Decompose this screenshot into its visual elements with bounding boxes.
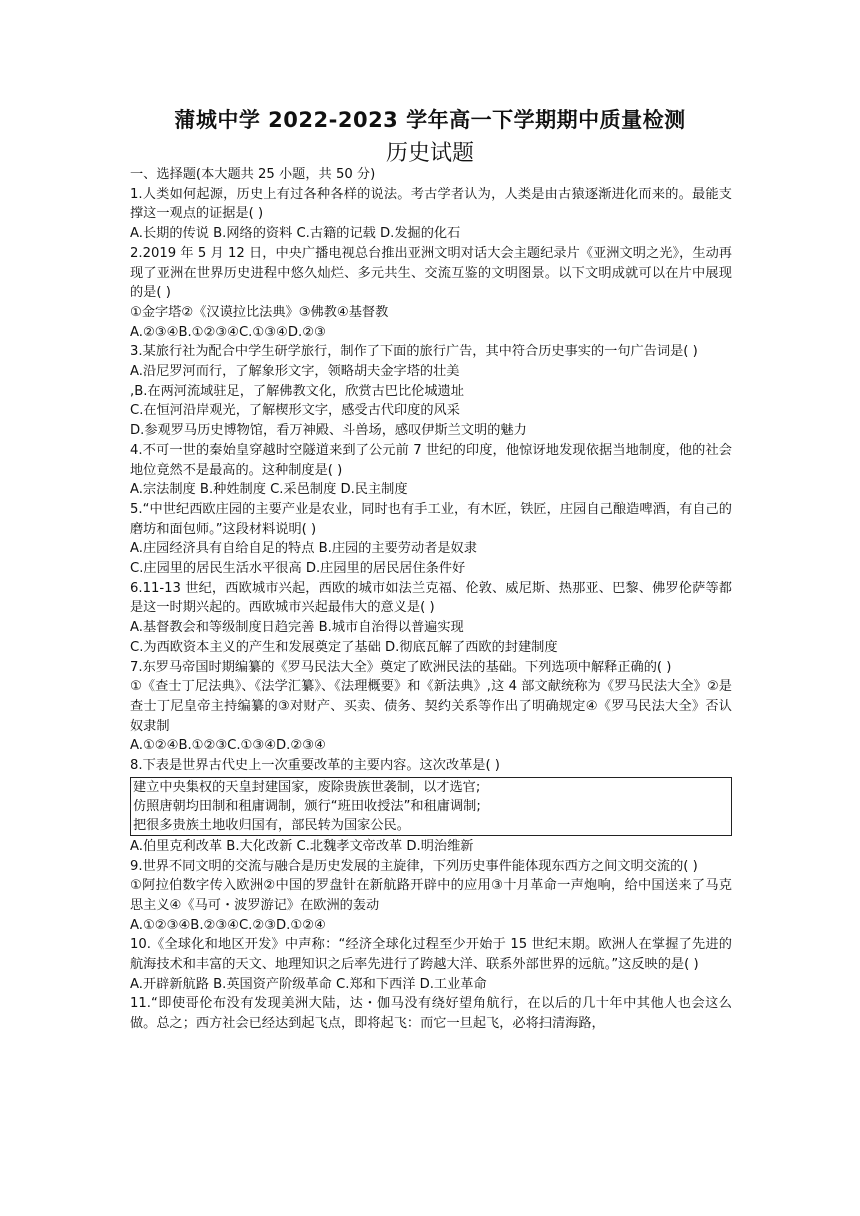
question-option-line: A.庄园经济具有自给自足的特点 B.庄园的主要劳动者是奴隶 — [130, 541, 477, 557]
question-stem: 5.“中世纪西欧庄园的主要产业是农业，同时也有手工业，有木匠，铁匠，庄园自己酿造啤酒，有自己的磨坊和面包师。”这段材料说明( ) — [130, 501, 732, 537]
question-option-line: ①金字塔②《汉谟拉比法典》③佛教④基督教 — [130, 304, 389, 320]
question-stem: 6.11-13 世纪，西欧城市兴起，西欧的城市如法兰克福、伦敦、威尼斯、热那亚、巴黎、佛罗伦萨等都是这一时期兴起的。西欧城市兴起最伟大的意义是( ) — [130, 580, 732, 616]
table-row: 仿照唐朝均田制和租庸调制，颁行“班田收授法”和租庸调制; — [133, 798, 481, 814]
question-option-line: A.伯里克利改革 B.大化改新 C.北魏孝文帝改革 D.明治维新 — [130, 838, 474, 854]
question-stem: 2.2019 年 5 月 12 日，中央广播电视总台推出亚洲文明对话大会主题纪录片《亚洲文明之光》，生动再现了亚洲在世界历史进程中悠久灿烂、多元共生、交流互鉴的文明图景。以下文明成就可以在片中展现的是( ) — [130, 245, 732, 301]
question-option-line: A.基督教会和等级制度日趋完善 B.城市自治得以普遍实现 — [130, 620, 464, 636]
table-row: 建立中央集权的天皇封建国家，废除贵族世袭制，以才选官; — [133, 779, 481, 795]
question-option-line: ①《查士丁尼法典》、《法学汇纂》、《法理概要》和《新法典》,这 4 部文献统称为《罗马民法大全》②是查士丁尼皇帝主持编纂的③对财产、买卖、债务、契约关系等作出了明确规定④《罗马民法大全》否认奴隶制 — [130, 679, 732, 734]
question-stem: 9.世界不同文明的交流与融合是历史发展的主旋律，下列历史事件能体现东西方之间文明交流的( ) — [130, 858, 698, 874]
question-option-line: A.②③④B.①②③④C.①③④D.②③ — [130, 324, 326, 340]
question-stem: 8.下表是世界古代史上一次重要改革的主要内容。这次改革是( ) — [130, 758, 500, 774]
question-option-line: D.参观罗马历史博物馆，看万神殿、斗兽场，感叹伊斯兰文明的魅力 — [130, 423, 527, 439]
question-stem: 7.东罗马帝国时期编纂的《罗马民法大全》奠定了欧洲民法的基础。下列选项中解释正确的( ) — [130, 659, 672, 675]
question-option-line: C.为西欧资本主义的产生和发展奠定了基础 D.彻底瓦解了西欧的封建制度 — [130, 639, 558, 655]
table-row: 把很多贵族土地收归国有，部民转为国家公民。 — [133, 817, 410, 833]
exam-title: 蒲城中学 2022-2023 学年高一下学期期中质量检测 — [174, 108, 686, 132]
section-heading: 一、选择题(本大题共 25 小题，共 50 分) — [130, 167, 376, 182]
exam-content — [130, 165, 732, 1034]
question-option-line: A.宗法制度 B.种姓制度 C.采邑制度 D.民主制度 — [130, 482, 408, 498]
question-option-line: C.在恒河沿岸观光，了解楔形文字，感受古代印度的风采 — [130, 403, 460, 419]
question-stem: 1.人类如何起源，历史上有过各种各样的说法。考古学者认为，人类是由古猿逐渐进化而来的。最能支撑这一观点的证据是( ) — [130, 186, 732, 222]
question-option-line: ,B.在两河流域驻足，了解佛教文化，欣赏古巴比伦城遗址 — [130, 383, 464, 399]
question-option-line: A.开辟新航路 B.英国资产阶级革命 C.郑和下西洋 D.工业革命 — [130, 976, 487, 992]
reform-content-table — [130, 777, 732, 836]
question-stem: 11.“即使哥伦布没有发现美洲大陆，达・伽马没有绕好望角航行，在以后的几十年中其他人也会这么做。总之；西方社会已经达到起飞点，即将起飞：而它一旦起飞，必将扫清海路， — [130, 996, 732, 1032]
question-option-line: A.①②③④B.②③④C.②③D.①②④ — [130, 917, 326, 933]
question-option-line: C.庄园里的居民生活水平很高 D.庄园里的居民居住条件好 — [130, 561, 466, 577]
question-option-line: A.沿尼罗河而行，了解象形文字，领略胡夫金字塔的壮美 — [130, 364, 460, 380]
question-stem: 10.《全球化和地区开发》中声称：“经济全球化过程至少开始于 15 世纪末期。欧洲人在掌握了先进的航海技术和丰富的天文、地理知识之后率先进行了跨越大洋、联系外部世界的远航。”这反映的是( ) — [130, 937, 732, 973]
question-option-line: A.长期的传说 B.网络的资料 C.古籍的记载 D.发掘的化石 — [130, 226, 461, 242]
question-option-line: ①阿拉伯数字传入欧洲②中国的罗盘针在新航路开辟中的应用③十月革命一声炮响，给中国送来了马克思主义④《马可・波罗游记》在欧洲的轰动 — [130, 878, 732, 913]
question-option-line: A.①②④B.①②③C.①③④D.②③④ — [130, 738, 326, 754]
question-stem: 3.某旅行社为配合中学生研学旅行，制作了下面的旅行广告，其中符合历史事实的一句广告词是( ) — [130, 344, 698, 360]
exam-subtitle: 历史试题 — [385, 141, 474, 166]
question-stem: 4.不可一世的秦始皇穿越时空隧道来到了公元前 7 世纪的印度，他惊讶地发现依据当地制度，他的社会地位竟然不是最高的。这种制度是( ) — [130, 442, 732, 478]
